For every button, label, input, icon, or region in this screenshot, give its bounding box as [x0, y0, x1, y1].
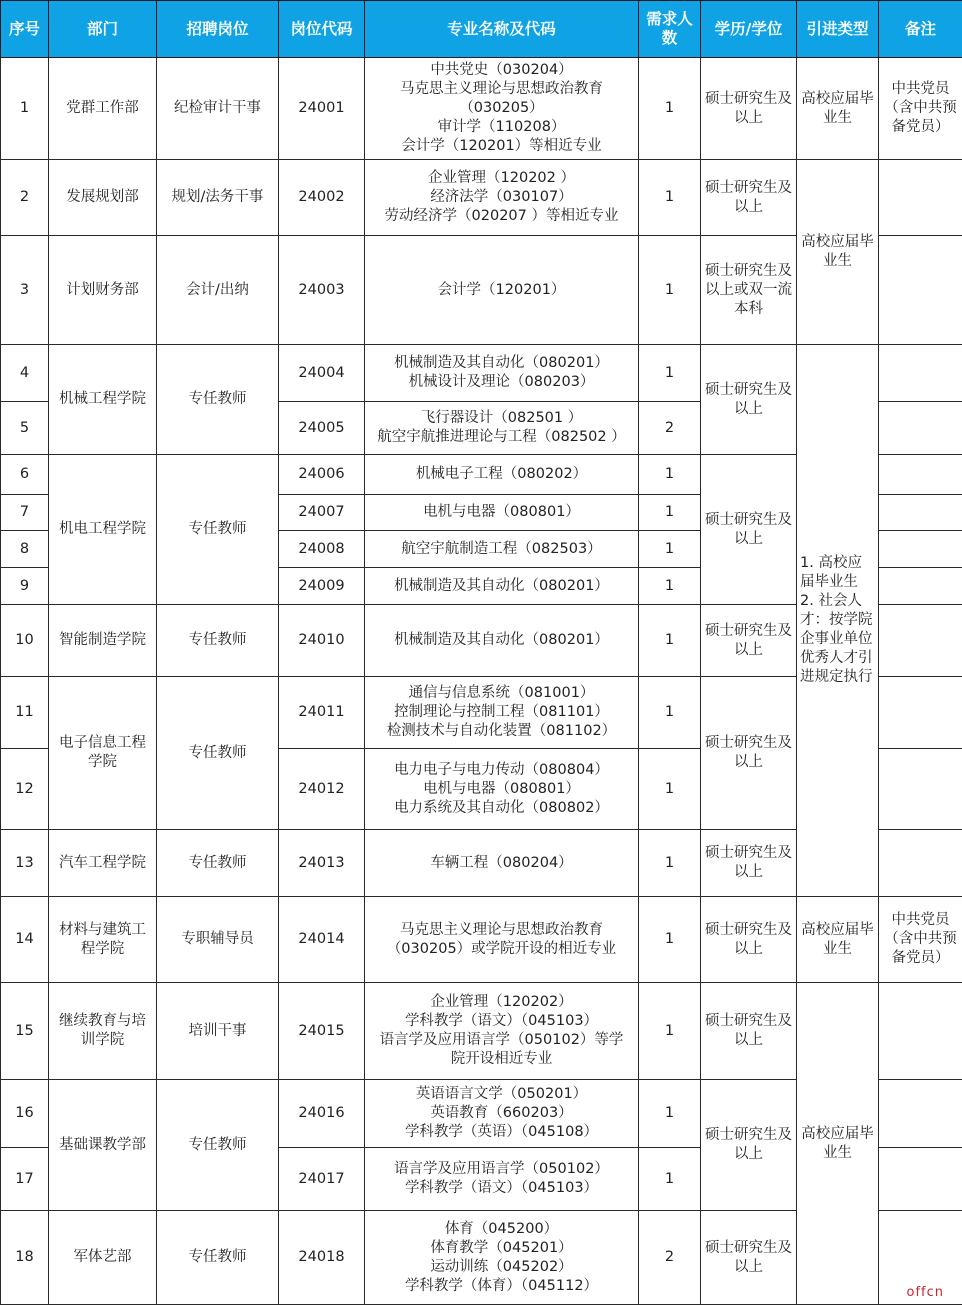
- cell-dept: 电子信息工程学院: [49, 677, 157, 830]
- cell-code: 24012: [279, 749, 365, 830]
- table-row: [1, 58, 962, 160]
- cell-num: 1: [639, 605, 701, 677]
- major-line: 电力系统及其自动化（080802）: [368, 799, 635, 818]
- cell-major: [365, 983, 639, 1080]
- major-line: 审计学（110208）: [368, 118, 635, 137]
- cell-major: [365, 160, 639, 236]
- cell-num: 1: [639, 58, 701, 160]
- cell-post: 专任教师: [157, 605, 279, 677]
- cell-note: [879, 495, 962, 531]
- cell-num: 2: [639, 402, 701, 455]
- major-line: 会计学（120201）等相近专业: [368, 137, 635, 156]
- cell-major: [365, 345, 639, 402]
- cell-dept: 汽车工程学院: [49, 830, 157, 897]
- cell-code: 24014: [279, 897, 365, 983]
- cell-edu: 硕士研究生及以上: [701, 160, 797, 236]
- cell-post: 专任教师: [157, 1211, 279, 1305]
- cell-code: 24015: [279, 983, 365, 1080]
- cell-edu: 硕士研究生及以上: [701, 58, 797, 160]
- cell-type: 高校应届毕业生: [797, 160, 879, 345]
- cell-no: 7: [1, 495, 49, 531]
- cell-no: 15: [1, 983, 49, 1080]
- cell-num: 1: [639, 1080, 701, 1148]
- cell-major: [365, 402, 639, 455]
- table-row: [1, 345, 962, 402]
- cell-no: 9: [1, 568, 49, 605]
- header-no: 序号: [1, 1, 49, 58]
- cell-dept: 机械工程学院: [49, 345, 157, 455]
- header-note: 备注: [879, 1, 962, 58]
- cell-no: 18: [1, 1211, 49, 1305]
- cell-edu: 硕士研究生及以上: [701, 830, 797, 897]
- cell-major: [365, 495, 639, 531]
- cell-major: [365, 897, 639, 983]
- header-type: 引进类型: [797, 1, 879, 58]
- major-line: 航空宇航制造工程（082503）: [368, 540, 635, 559]
- cell-code: 24001: [279, 58, 365, 160]
- cell-post: 规划/法务干事: [157, 160, 279, 236]
- cell-post: 专职辅导员: [157, 897, 279, 983]
- cell-note: [879, 830, 962, 897]
- cell-note: 中共党员（含中共预备党员）: [879, 58, 962, 160]
- cell-num: 1: [639, 495, 701, 531]
- cell-no: 13: [1, 830, 49, 897]
- cell-major: [365, 568, 639, 605]
- cell-num: 1: [639, 160, 701, 236]
- cell-note: 中共党员（含中共预备党员）: [879, 897, 962, 983]
- cell-major: [365, 531, 639, 568]
- major-line: 检测技术与自动化装置（081102）: [368, 722, 635, 741]
- major-line: 马克思主义理论与思想政治教育: [368, 80, 635, 99]
- cell-code: 24005: [279, 402, 365, 455]
- cell-edu: 硕士研究生及以上: [701, 1211, 797, 1305]
- cell-code: 24007: [279, 495, 365, 531]
- table-row: [1, 897, 962, 983]
- cell-edu: 硕士研究生及以上: [701, 1080, 797, 1211]
- cell-major: [365, 830, 639, 897]
- major-line: （030205）或学院开设的相近专业: [368, 940, 635, 959]
- cell-post: 培训干事: [157, 983, 279, 1080]
- header-dept: 部门: [49, 1, 157, 58]
- cell-dept: 党群工作部: [49, 58, 157, 160]
- cell-note: [879, 236, 962, 345]
- major-line: 学科教学（英语）（045108）: [368, 1123, 635, 1142]
- cell-code: 24010: [279, 605, 365, 677]
- header-row: [1, 1, 962, 58]
- major-line: 电机与电器（080801）: [368, 503, 635, 522]
- major-line: 中共党史（030204）: [368, 61, 635, 80]
- cell-major: [365, 605, 639, 677]
- major-line: （030205）: [368, 99, 635, 118]
- cell-note: [879, 345, 962, 402]
- cell-num: 1: [639, 830, 701, 897]
- offcn-watermark: offcn: [907, 1285, 945, 1300]
- major-line: 车辆工程（080204）: [368, 854, 635, 873]
- major-line: 机械制造及其自动化（080201）: [368, 577, 635, 596]
- major-line: 机械设计及理论（080203）: [368, 373, 635, 392]
- cell-major: [365, 749, 639, 830]
- cell-code: 24004: [279, 345, 365, 402]
- cell-num: 1: [639, 568, 701, 605]
- cell-num: 1: [639, 677, 701, 749]
- cell-no: 17: [1, 1148, 49, 1211]
- cell-no: 8: [1, 531, 49, 568]
- cell-no: 16: [1, 1080, 49, 1148]
- cell-dept: 军体艺部: [49, 1211, 157, 1305]
- cell-num: 1: [639, 345, 701, 402]
- header-edu: 学历/学位: [701, 1, 797, 58]
- cell-no: 2: [1, 160, 49, 236]
- cell-edu: 硕士研究生及以上: [701, 677, 797, 830]
- cell-type: 高校应届毕业生: [797, 983, 879, 1305]
- cell-code: 24009: [279, 568, 365, 605]
- cell-major: [365, 677, 639, 749]
- major-line: 企业管理（120202 ）: [368, 169, 635, 188]
- cell-post: 专任教师: [157, 1080, 279, 1211]
- major-line: 马克思主义理论与思想政治教育: [368, 921, 635, 940]
- major-line: 飞行器设计（082501 ）: [368, 409, 635, 428]
- cell-note: [879, 677, 962, 749]
- cell-post: 专任教师: [157, 677, 279, 830]
- cell-post: 专任教师: [157, 455, 279, 605]
- major-line: 学科教学（体育）（045112）: [368, 1277, 635, 1296]
- major-line: 会计学（120201）: [368, 281, 635, 300]
- header-num: 需求人数: [639, 1, 701, 58]
- cell-code: 24006: [279, 455, 365, 495]
- cell-dept: 计划财务部: [49, 236, 157, 345]
- cell-post: 会计/出纳: [157, 236, 279, 345]
- cell-code: 24016: [279, 1080, 365, 1148]
- cell-type: 1. 高校应届毕业生 2. 社会人才：按学院企事业单位优秀人才引进规定执行: [797, 345, 879, 897]
- cell-no: 6: [1, 455, 49, 495]
- cell-edu: 硕士研究生及以上: [701, 897, 797, 983]
- cell-note: [879, 749, 962, 830]
- major-line: 体育教学（045201）: [368, 1239, 635, 1258]
- major-line: 劳动经济学（020207 ）等相近专业: [368, 207, 635, 226]
- cell-dept: 继续教育与培训学院: [49, 983, 157, 1080]
- cell-edu: 硕士研究生及以上: [701, 605, 797, 677]
- cell-no: 1: [1, 58, 49, 160]
- major-line: 英语语言文学（050201）: [368, 1085, 635, 1104]
- cell-major: [365, 1080, 639, 1148]
- cell-dept: 智能制造学院: [49, 605, 157, 677]
- major-line: 机械电子工程（080202）: [368, 465, 635, 484]
- cell-num: 1: [639, 455, 701, 495]
- cell-edu: 硕士研究生及以上: [701, 345, 797, 455]
- cell-note: [879, 605, 962, 677]
- major-line: 英语教育（660203）: [368, 1104, 635, 1123]
- cell-note: [879, 455, 962, 495]
- cell-dept: 基础课教学部: [49, 1080, 157, 1211]
- cell-num: 1: [639, 749, 701, 830]
- cell-no: 5: [1, 402, 49, 455]
- cell-note: [879, 983, 962, 1080]
- major-line: 电力电子与电力传动（080804）: [368, 761, 635, 780]
- major-line: 机械制造及其自动化（080201）: [368, 354, 635, 373]
- cell-num: 1: [639, 897, 701, 983]
- cell-dept: 材料与建筑工程学院: [49, 897, 157, 983]
- major-line: 学科教学（语文）（045103）: [368, 1012, 635, 1031]
- cell-num: 1: [639, 531, 701, 568]
- cell-edu: 硕士研究生及以上: [701, 983, 797, 1080]
- table-row: [1, 160, 962, 236]
- cell-code: 24017: [279, 1148, 365, 1211]
- header-post: 招聘岗位: [157, 1, 279, 58]
- cell-post: 纪检审计干事: [157, 58, 279, 160]
- cell-note: [879, 1080, 962, 1148]
- major-line: 语言学及应用语言学（050102）等学: [368, 1031, 635, 1050]
- cell-no: 10: [1, 605, 49, 677]
- cell-note: [879, 531, 962, 568]
- cell-code: 24008: [279, 531, 365, 568]
- cell-num: 1: [639, 236, 701, 345]
- cell-major: [365, 1148, 639, 1211]
- major-line: 语言学及应用语言学（050102）: [368, 1160, 635, 1179]
- cell-post: 专任教师: [157, 830, 279, 897]
- major-line: 学科教学（语文）（045103）: [368, 1179, 635, 1198]
- table-row: [1, 983, 962, 1080]
- cell-num: 1: [639, 1148, 701, 1211]
- cell-dept: 发展规划部: [49, 160, 157, 236]
- cell-note: [879, 160, 962, 236]
- cell-code: 24018: [279, 1211, 365, 1305]
- major-line: 经济法学（030107）: [368, 188, 635, 207]
- major-line: 电机与电器（080801）: [368, 780, 635, 799]
- major-line: 航空宇航推进理论与工程（082502 ）: [368, 428, 635, 447]
- cell-no: 12: [1, 749, 49, 830]
- cell-note: [879, 568, 962, 605]
- cell-post: 专任教师: [157, 345, 279, 455]
- major-line: 院开设相近专业: [368, 1050, 635, 1069]
- major-line: 体育（045200）: [368, 1220, 635, 1239]
- major-line: 控制理论与控制工程（081101）: [368, 703, 635, 722]
- cell-code: 24003: [279, 236, 365, 345]
- cell-dept: 机电工程学院: [49, 455, 157, 605]
- cell-type: 高校应届毕业生: [797, 897, 879, 983]
- cell-major: [365, 1211, 639, 1305]
- cell-no: 4: [1, 345, 49, 402]
- cell-type: 高校应届毕业生: [797, 58, 879, 160]
- cell-note: [879, 402, 962, 455]
- cell-major: [365, 236, 639, 345]
- cell-edu: 硕士研究生及以上: [701, 455, 797, 605]
- cell-num: 2: [639, 1211, 701, 1305]
- major-line: 运动训练（045202）: [368, 1258, 635, 1277]
- major-line: 企业管理（120202）: [368, 993, 635, 1012]
- cell-major: [365, 58, 639, 160]
- header-major: 专业名称及代码: [365, 1, 639, 58]
- cell-code: 24011: [279, 677, 365, 749]
- cell-code: 24002: [279, 160, 365, 236]
- cell-no: 14: [1, 897, 49, 983]
- major-line: 机械制造及其自动化（080201）: [368, 631, 635, 650]
- cell-no: 11: [1, 677, 49, 749]
- cell-num: 1: [639, 983, 701, 1080]
- cell-major: [365, 455, 639, 495]
- cell-edu: 硕士研究生及以上或双一流本科: [701, 236, 797, 345]
- cell-no: 3: [1, 236, 49, 345]
- cell-code: 24013: [279, 830, 365, 897]
- major-line: 通信与信息系统（081001）: [368, 684, 635, 703]
- header-code: 岗位代码: [279, 1, 365, 58]
- cell-note: [879, 1148, 962, 1211]
